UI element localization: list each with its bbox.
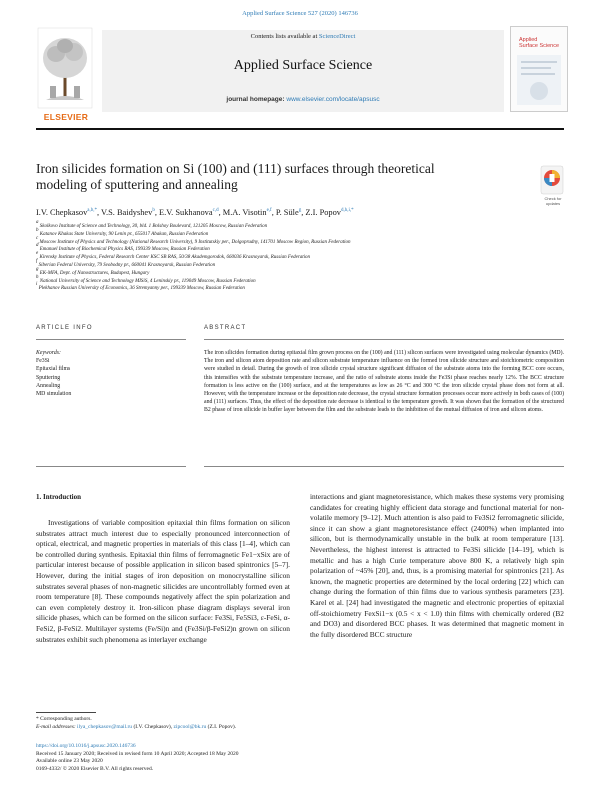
crossmark-label — [533, 196, 573, 206]
article-title-line-1: Iron silicides formation on Si (100) and (111) surfaces through theoretical — [36, 161, 435, 176]
email-label: E-mail addresses: — [36, 723, 76, 730]
author-affil-marker[interactable]: a,b,* — [87, 208, 97, 213]
homepage-link[interactable]: www.elsevier.com/locate/apsusc — [286, 96, 380, 103]
affiliation-marker: e — [36, 251, 39, 257]
abstract-text: The iron silicides formation during epitaxial film grown process on the (100) and (111) silicon surfaces were investigated using molecular dynamics (MD). The iron and silicon atom deposition rate and silicon substrate temperature influence on the formed iron silicide structure and stoichiometric composition were studied in detail. During the growth of iron silicide crystal structure significant diffusion of the substrate atoms into the forming BCC core occurs, this intensifies with the substrate temperature increase, and the ratio of substrate atoms inside the Fe3Si phase reaches nearly 12%. The BCC structure formation is less active on the (100) surface, and at the temperatures as low as 26 °C and 300 °C the iron silicide crystal phase does not form at all. However, with the temperature increase or the deposition rate decrease, the crystal structure formation processes occur more actively in both cases of (100) and (111) surfaces. Thus, the effect of the deposition rate decrease is identical to the temperature growth. It was shown that the formation of the structured B2 phase of iron silicide in buffer layer between the film and the substrate leads to the inhibition of the mutual diffusion of iron and silicon atoms. — [204, 350, 564, 414]
footnote-rule — [36, 712, 96, 713]
masthead-rule — [36, 128, 564, 130]
affiliation — [36, 235, 564, 247]
email-owner: (I.V. Chepkasov), — [133, 723, 173, 730]
keywords-label: Keywords: — [36, 350, 61, 356]
journal-title: Applied Surface Science — [233, 58, 373, 73]
affiliation-marker: h — [36, 274, 39, 280]
author-name[interactable]: I.V. Chepkasov — [36, 208, 88, 217]
author-name[interactable]: M.A. Visotin — [222, 208, 267, 217]
elsevier-tree-logo — [36, 26, 94, 110]
journal-reference[interactable]: Applied Surface Science 527 (2020) 146736 — [242, 10, 358, 17]
affiliation-marker: d — [36, 243, 39, 249]
affiliation-text: Katanov Khakas State University, 90 Lenin pr., 655017 Abakan, Russian Federation — [39, 231, 209, 237]
publisher-name: ELSEVIER — [43, 112, 89, 122]
affiliation-marker: c — [36, 235, 39, 241]
keywords-block — [36, 349, 176, 398]
affiliation-text: EK-MFA, Dept. of Nanostructures, Budapest, Hungary — [39, 270, 150, 276]
abstract-rule — [204, 339, 564, 340]
author-name[interactable]: V.S. Baidyshev — [101, 208, 153, 217]
crossmark-label-line-2: updates — [545, 201, 561, 206]
doi-link[interactable]: https://doi.org/10.1016/j.apsusc.2020.146736 — [36, 743, 136, 749]
author-name[interactable]: P. Süle — [275, 208, 299, 217]
keyword: Annealing — [36, 382, 61, 389]
copyright: 0169-4332/ © 2020 Elsevier B.V. All rights reserved. — [36, 765, 154, 772]
affiliation — [36, 282, 564, 293]
affiliation — [36, 227, 564, 239]
email-link[interactable]: zipcool@bk.ru — [173, 723, 207, 730]
header-band — [102, 30, 504, 112]
homepage-line — [102, 96, 504, 103]
sciencedirect-link[interactable]: ScienceDirect — [318, 33, 356, 40]
affiliation — [36, 266, 564, 278]
section-heading: 1. Introduction — [36, 493, 81, 501]
affiliation — [36, 274, 564, 286]
available-online: Available online 23 May 2020 — [36, 758, 103, 765]
intro-right-column: interactions and giant magnetoresistance, which makes these systems very promising candidates for creating highly efficient data storage and functional material for non-volatile memory [9–12]. Much attention is also paid to Fe3Si2 ferromagnetic silicide, since it can show a giant magnetoresistance effect (2400%) when implanted into silicon, but is thermodynamically unstable in the bulk at room temperature [13]. Nevertheless, the highest interest is attracted to Fe3Si silicide [14–19], which is metallic and has a high Curie temperature above 800 K, a relatively high spin polarization of ~45% [20], and, thus, is a promising material for spintronics [21]. As known, the magnetic properties are determined by the local ordering [22] which can change during the formation of thin films due to various synthesis parameters [23]. Karel et al. [24] had investigated the magnetic and electronic properties of epitaxial off-stoichiometry FexSi1−x (0.5 < x < 1.0) thin films with chemically ordered (B2 and DO3) and disordered BCC phases. It was determined that magnetic moment in the fully disordered BCC structure — [310, 492, 564, 639]
received-dates: Received 15 January 2020; Received in revised form 10 April 2020; Accepted 18 May 2020 — [36, 750, 239, 757]
publication-info — [36, 743, 436, 773]
affiliation-text: Kirensky Institute of Physics, Federal Research Center KSC SB RAS, 50/38 Akademgorodok, 660036 Krasnoyarsk, Russian Federation — [39, 255, 311, 261]
affiliations — [36, 220, 564, 293]
cover-title — [519, 37, 559, 49]
article-title-line-2: modeling of sputtering and annealing — [36, 177, 238, 192]
affiliation — [36, 251, 564, 262]
keyword: Sputtering — [36, 374, 61, 381]
article-title — [36, 161, 496, 193]
affiliation-text: Siberian Federal University, 79 Svobodny pr., 660041 Krasnoyarsk, Russian Federation — [38, 262, 216, 268]
author-affil-marker[interactable]: g — [298, 208, 302, 213]
corresponding-note: * Corresponding authors. — [36, 716, 92, 722]
author-affil-marker[interactable]: d,h,i,* — [340, 208, 354, 213]
contents-line — [102, 33, 504, 40]
affiliation-text: Emanuel Institute of Biochemical Physics RAS, 199339 Moscow, Russian Federation — [39, 247, 210, 253]
cover-art-icon — [517, 55, 561, 105]
contents-prefix: Contents lists available at — [250, 33, 319, 40]
email-owner: (Z.I. Popov). — [207, 723, 237, 730]
intro-left-column: Investigations of variable composition epitaxial thin films formation on silicon substrates attract much interest due to especially pronounced interconnection of optical, electrical, and magnetic properties in materials of this class [1–4], which can be controlled during synthesis. Epitaxial thin films of ferromagnetic Fe1−xSix are of particular interest because of possible application in silicon based spintronics [5–7]. However, during the initial stages of iron deposition on monocrystalline silicon substrates several phases of non-magnetic silicides are uncontrollably formed even at room temperature [8]. These compounds negatively affect the spin polarization and can even completely destroy it. Iron-silicon phase diagram displays several iron silicide phases, which can be formed on the silicon surface: Fe3Si, Fe5Si3, ε-FeSi, α-FeSi2, β-FeSi2. Multilayer systems (Fe/Si)n and (Fe3Si/β-FeSi2)n grown on silicon substrates exhibit such phenomena as interlayer exchange — [36, 518, 290, 644]
affiliation-marker: b — [36, 227, 39, 233]
affiliation-text: Plekhanov Russian University of Economics, 36 Stremyanny per., 199339 Moscow, Russian Federation — [38, 286, 245, 292]
affiliation-text: National University of Science and Technology MISiS, 4 Leninskiy pr., 119049 Moscow, Russian Federation — [39, 278, 256, 284]
keyword: MD simulation — [36, 391, 72, 398]
cover-title-line-2: Surface Science — [519, 43, 560, 49]
crossmark-label-line-1: Check for — [544, 196, 562, 201]
affiliation — [36, 243, 564, 257]
abstract-heading: ABSTRACT — [204, 325, 247, 331]
masthead — [36, 26, 566, 128]
affiliation-text: Moscow Institute of Physics and Technology (National Research University), 9 Institutskiy per., Dolgoprudny, 141701 Moscow Region, Russian Federation — [39, 239, 351, 245]
author-name[interactable]: E.V. Sukhanova — [159, 208, 213, 217]
article-info-bottom-rule — [36, 466, 186, 467]
journal-cover-thumbnail[interactable] — [510, 26, 568, 112]
cover-title-line-1: Applied — [519, 37, 538, 43]
keyword: Fe3Si — [36, 358, 50, 365]
affiliation-text: Skolkovo Institute of Science and Technology, 30, bld. 1 Bolshoy Boulevard, 121205 Moscow, Russian Federation — [39, 224, 268, 229]
author-affil-marker[interactable]: e,f — [266, 208, 272, 213]
affiliation — [36, 220, 564, 231]
abstract-bottom-rule — [204, 466, 564, 467]
footnotes — [36, 716, 436, 731]
author-list: I.V. Chepkasov$^{a,b,*}$, V.S. Baidyshev$^b$, E.V. Sukhanova$^{c,d}$, M.A. Visotin$^{e,f}$, P. Süle$^g$, Z.I. Popov$^{d,h,i,*}$ — [36, 208, 354, 217]
article-info-rule — [36, 339, 186, 340]
crossmark-icon[interactable] — [540, 165, 564, 195]
homepage-label: journal homepage: — [226, 96, 285, 103]
affiliation-marker: i — [36, 282, 38, 288]
author-affil-marker[interactable]: b — [152, 208, 155, 213]
affiliation-marker: f — [36, 258, 38, 264]
affiliation-marker: g — [36, 266, 39, 272]
author-affil-marker[interactable]: c,d — [212, 208, 219, 213]
keyword: Epitaxial films — [36, 366, 71, 373]
affiliation-marker: a — [36, 220, 39, 225]
email-link[interactable]: ilya_chepkasov@mail.ru — [77, 723, 133, 730]
article-info-heading: ARTICLE INFO — [36, 325, 93, 331]
author-name[interactable]: Z.I. Popov — [305, 208, 341, 217]
email-line — [36, 724, 436, 732]
